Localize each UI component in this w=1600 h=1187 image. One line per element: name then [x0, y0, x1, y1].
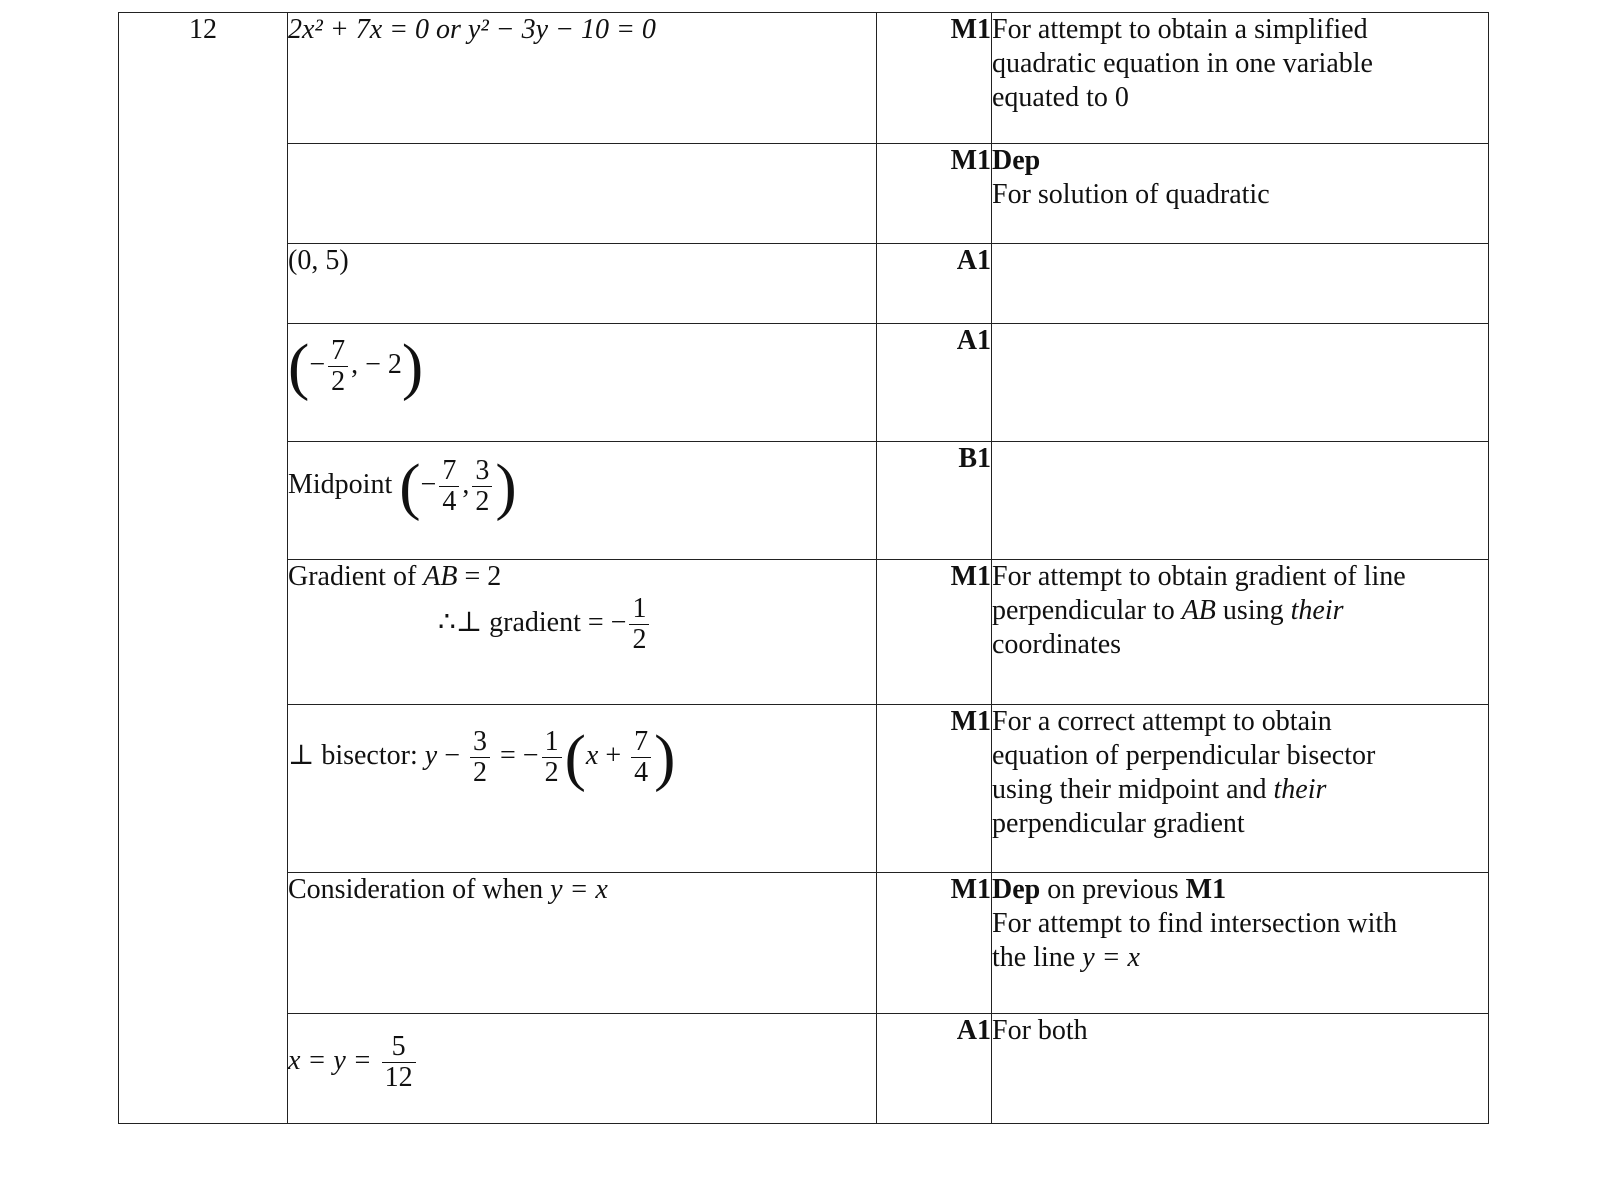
guidance-text: on previous: [1040, 874, 1186, 905]
mark-cell: M1: [877, 560, 992, 705]
numerator: 7: [439, 456, 459, 487]
denominator: 12: [384, 1062, 413, 1093]
perp-gradient-label: ∴⊥ gradient = −: [438, 606, 627, 638]
guidance-line: perpendicular gradient: [992, 808, 1245, 839]
gradient-label: Gradient of: [288, 561, 424, 592]
mark-cell: A1: [877, 244, 992, 324]
guidance-line: [992, 594, 1488, 628]
numerator: 3: [470, 727, 490, 758]
answer-cell: [288, 324, 877, 442]
answer-cell: [288, 705, 877, 873]
denominator: 4: [634, 757, 649, 788]
mark-cell: M1: [877, 873, 992, 1014]
mark-cell: A1: [877, 324, 992, 442]
guidance-line: equation of perpendicular bisector: [992, 740, 1376, 771]
guidance-line: For a correct attempt to obtain: [992, 706, 1332, 737]
guidance-line: [992, 941, 1488, 975]
gradient-line: [288, 560, 876, 594]
table-row: [119, 324, 1489, 442]
table-row: [119, 1014, 1489, 1124]
fraction: [629, 594, 649, 655]
line-equation: y = x: [1082, 942, 1140, 973]
guidance-text: using their midpoint and: [992, 774, 1274, 805]
denominator: 2: [331, 366, 346, 397]
open-paren: (: [399, 450, 421, 522]
guidance-line: For attempt to obtain gradient of line: [992, 561, 1406, 592]
answer-rest: , − 2: [351, 348, 402, 380]
minus-sign: −: [437, 739, 467, 771]
guidance-cell: [992, 244, 1489, 324]
guidance-cell: [992, 13, 1489, 144]
close-paren: ): [495, 450, 517, 522]
guidance-emphasis: their: [1273, 774, 1327, 805]
guidance-cell: [992, 144, 1489, 244]
numerator: 5: [382, 1032, 416, 1063]
mark-scheme-table: [118, 12, 1489, 1124]
minus-sign: −: [420, 468, 437, 500]
close-paren: ): [401, 330, 424, 402]
guidance-dep: Dep: [992, 874, 1041, 905]
open-paren: (: [288, 330, 310, 402]
numerator: 7: [328, 336, 348, 367]
open-paren: (: [564, 721, 586, 793]
answer-cell: [288, 244, 877, 324]
guidance-cell: [992, 442, 1489, 560]
answer-point: (0, 5): [288, 245, 349, 276]
mark-cell: B1: [877, 442, 992, 560]
consideration-text: Consideration of when: [288, 874, 551, 905]
guidance-emphasis: their: [1290, 595, 1344, 626]
fraction: [382, 1032, 416, 1093]
table-row: [119, 873, 1489, 1014]
answer-cell: [288, 1014, 877, 1124]
answer-prefix: x = y =: [288, 1044, 379, 1076]
answer-cell: [288, 560, 877, 705]
guidance-line: For attempt to find intersection with: [992, 908, 1398, 939]
answer-midpoint: [288, 450, 517, 522]
guidance-line: equated to 0: [992, 82, 1129, 113]
fraction: [631, 727, 651, 788]
table-row: [119, 442, 1489, 560]
guidance-cell: [992, 324, 1489, 442]
table-row: [119, 244, 1489, 324]
numerator: 1: [629, 594, 649, 625]
table-row: [119, 144, 1489, 244]
gradient-value: = 2: [457, 561, 502, 592]
answer-cell: [288, 144, 877, 244]
guidance-text: perpendicular to: [992, 595, 1182, 626]
denominator: 2: [544, 757, 559, 788]
guidance-line: [992, 773, 1488, 807]
numerator: 3: [472, 456, 492, 487]
equals-minus: = −: [492, 739, 539, 771]
guidance-line: For both: [992, 1015, 1088, 1046]
var-y: y: [424, 739, 438, 771]
guidance-dep: Dep: [992, 145, 1041, 176]
mark-cell: A1: [877, 1014, 992, 1124]
line-equation: y = x: [550, 874, 608, 905]
guidance-line: quadratic equation in one variable: [992, 48, 1373, 79]
fraction: [470, 727, 490, 788]
mark-cell: M1: [877, 13, 992, 144]
fraction: [439, 456, 459, 517]
mark-cell: M1: [877, 705, 992, 873]
bisector-label: ⊥ bisector:: [288, 739, 425, 771]
comma: ,: [462, 468, 470, 500]
guidance-cell: [992, 1014, 1489, 1124]
denominator: 2: [632, 624, 647, 655]
minus-sign: −: [309, 348, 326, 380]
var-x: x: [585, 739, 599, 771]
guidance-line: [992, 873, 1488, 907]
close-paren: ): [654, 721, 676, 793]
answer-point: [288, 330, 424, 402]
question-number: 12: [119, 13, 288, 1124]
bisector-equation: [288, 721, 676, 793]
perpendicular-gradient: [288, 594, 876, 655]
answer-cell: [288, 873, 877, 1014]
midpoint-label: Midpoint: [288, 468, 393, 500]
numerator: 7: [631, 727, 651, 758]
segment-ab: AB: [423, 561, 458, 592]
mark-cell: M1: [877, 144, 992, 244]
guidance-cell: [992, 560, 1489, 705]
numerator: 1: [542, 727, 562, 758]
answer-equation: 2x² + 7x = 0 or y² − 3y − 10 = 0: [288, 14, 656, 45]
guidance-line: coordinates: [992, 629, 1122, 660]
guidance-mark-ref: M1: [1185, 874, 1227, 905]
guidance-line: For solution of quadratic: [992, 179, 1270, 210]
denominator: 2: [472, 757, 487, 788]
answer-cell: [288, 13, 877, 144]
fraction: [542, 727, 562, 788]
fraction: [328, 336, 348, 397]
table-row: [119, 560, 1489, 705]
table-row: [119, 13, 1489, 144]
final-answer: [288, 1031, 419, 1093]
guidance-line: For attempt to obtain a simplified: [992, 14, 1368, 45]
plus-sign: +: [598, 739, 629, 771]
guidance-text: using: [1215, 595, 1291, 626]
segment-ab: AB: [1181, 595, 1216, 626]
guidance-text: the line: [992, 942, 1083, 973]
fraction: [472, 456, 492, 517]
guidance-cell: [992, 873, 1489, 1014]
denominator: 2: [475, 486, 490, 517]
table-row: [119, 705, 1489, 873]
answer-cell: [288, 442, 877, 560]
denominator: 4: [442, 486, 457, 517]
guidance-cell: [992, 705, 1489, 873]
